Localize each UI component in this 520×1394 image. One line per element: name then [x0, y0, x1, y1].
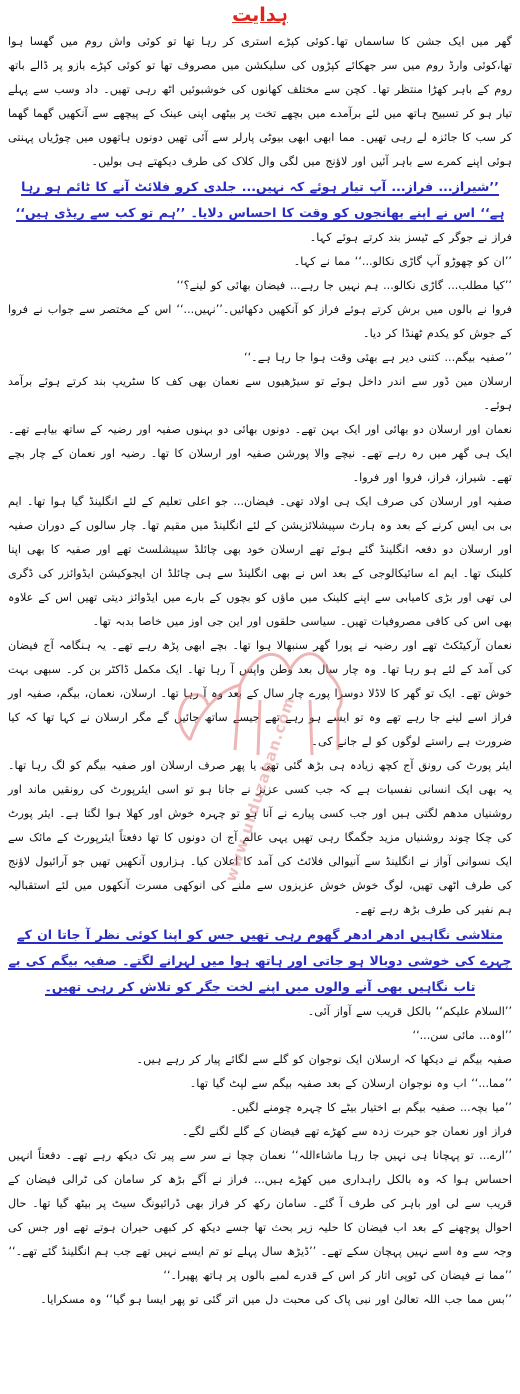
- paragraph-8: ارسلان مین ڈور سے اندر داخل ہوئے تو سیڑھیوں سے نعمان بھی کف کا سٹریپ بند کرتے ہوئے برآمد ہوئے۔: [8, 375, 512, 412]
- highlight-text-1: ’’شیراز... فراز... آپ تیار ہوئے کہ نہیں... جلدی کرو فلائٹ آنے کا ٹائم ہو رہا ہے‘‘ اس نے اپنے بھانجوں کو وقت کا احساس دلایا۔ ’’ہم تو کب سے ریڈی ہیں‘‘: [15, 179, 505, 220]
- paragraph-1: گھر میں ایک جشن کا ساسماں تھا۔کوئی کپڑے استری کر رہا تھا تو کوئی واش روم میں گھسا ہوا تھا،کوئی وارڈ روم میں سر جھکائے کپڑوں کی سلیکشن میں مصروف تھا تو کوئی کپڑے بازو پر ڈالے باتھ روم کے باہر کھڑا منتظر تھا۔ کچن سے مختلف کھانوں کی خوشبوئیں اٹھ رہی تھیں۔ داد وسب سے پہلے تیار ہو کر تسبیح ہاتھ میں لئے برآمدے میں بچھے تخت پر بیٹھی اپنی عینک کے پیچھے سے آنکھیں گھما گھما کر سب کا جائزہ لے رہی تھیں۔ مما ابھی ابھی بیوٹی پارلر سے آئی تھیں دونوں ہاتھوں میں چوڑیاں پہنتی ہوئی اپنے کمرے سے باہر آئیں اور لاؤنج میں لگی وال کلاک کی طرف دیکھتے ہی بولیں۔: [8, 35, 512, 168]
- paragraph-6: فروا نے بالوں میں برش کرتے ہوئے فراز کو آنکھیں دکھائیں۔’’نہیں...‘‘ اس کے مختصر سے جواب نے فروا کے جوش کو یکدم ٹھنڈا کر دیا۔: [8, 303, 512, 340]
- highlight-paragraph-1: [8, 174, 512, 226]
- highlight-paragraph-2: [8, 922, 512, 1000]
- paragraph-19: فراز اور نعمان جو حیرت زدہ سے کھڑے تھے فیضان کے گلے لگنے لگے۔: [181, 1125, 512, 1138]
- paragraph-22: ’’بس مما جب اللہ تعالیٰ اور نبی پاک کی محبت دل میں اتر گئی تو پھر ایسا ہو گیا‘‘ وہ مسکرایا۔: [40, 1293, 512, 1306]
- paragraph-9: نعمان اور ارسلان دو بھائی اور ایک بہن تھے۔ دونوں بھائی دو بہنوں صفیہ اور رضیہ کے ساتھ بیاہے تھے۔ ایک ہی گھر میں رہ رہے تھے۔ نیچے والا پورشن صفیہ اور ارسلان کا تھا۔ رضیہ اور نعمان کے چار بچے تھے۔ شیراز، فراز، فروا اور فروا۔: [8, 423, 512, 484]
- paragraph-10: صفیہ اور ارسلان کی صرف ایک ہی اولاد تھی۔ فیضان... جو اعلی تعلیم کے لئے انگلینڈ گیا ہوا تھا۔ ایم بی بی ایس کرنے کے بعد وہ ہارٹ سپیشلائزیشن کے لئے انگلینڈ میں مقیم تھا۔ چار سالوں کے دوران صفیہ اور ارسلان دو دفعہ انگلینڈ گئے ہوئے تھے ارسلان خود بھی چائلڈ سپیشلسٹ تھے اور صفیہ کا بھی اپنا کلینک تھا۔ ایم اے سائیکالوجی کے بعد اس نے بھی انگلینڈ سے ہی چائلڈ ان ایجوکیشن ایڈوائزر کی ڈگری لی تھی اور بڑی کامیابی سے اپنے کلینک میں ماؤں کو بچوں کے بارے میں ایڈوائز دیتی تھیں اس کے علاوہ بھی اس کی کافی مصروفیات تھیں۔ سیاسی حلقوں اور این جی اوز میں خاصا بدبہ تھا۔: [8, 495, 512, 628]
- paragraph-3: فراز نے جوگر کے ٹیسز بند کرتے ہوئے کہا۔: [309, 231, 512, 244]
- paragraph-18: ’’میا بچہ... صفیہ بیگم بے اختیار بیٹے کا چہرہ چومنے لگیں۔: [230, 1101, 512, 1114]
- paragraph-5: ’’کیا مطلب... گاڑی نکالو... ہم نہیں جا رہے... فیضان بھائی کو لینے؟‘‘: [176, 279, 512, 292]
- paragraph-11: نعمان آرکیٹکٹ تھے اور رضیہ نے پورا گھر سنبھالا ہوا تھا۔ بچے ابھی پڑھ رہے تھے۔ یہ ہنگامہ آج فیضان کی آمد کے لئے ہو رہا تھا۔ وہ چار سال بعد وطن واپس آ رہا تھا۔ ایک مکمل ڈاکٹر بن کر۔ سبھی بہت خوش تھے۔ ایک تو گھر کا لاڈلا دوسرا پورے چار سال کے بعد وہ آ رہا تھا۔ ارسلان، نعمان، بیگم، صفیہ اور فراز اسے لینے جا رہے تھے وہ تو ایسے ہو رہے تھے جیسے ساتھ جائیں گے مگر ارسلان نے کہا تھا کہ کیا ضرورت ہے راستے لوگوں کو لے جانے کی۔: [8, 639, 512, 748]
- paragraph-12: ایئر پورٹ کی رونق آج کچھ زیادہ ہی بڑھ گئی تھی یا پھر صرف ارسلان اور صفیہ بیگم کو لگ رہا تھا۔ یہ بھی ایک انسانی نفسیات ہے کہ جب کسی عزیز نے جانا ہو تو اسی ایئرپورٹ کی رونقیں ماند اور روشنیاں مدھم لگتی ہیں اور جب کسی پیارے نے آنا ہو تو چہرہ خوش اور کھلا ہوا لگتا ہے۔ ایئر پورٹ کی چکا چوند روشنیاں مزید جگمگا رہی تھیں یہی عالم آج ان دونوں کا تھا دفعتاً ایئرپورٹ کے مائک سے ایک نسوانی آواز نے انگلینڈ سے آنیوالی فلائٹ کی آمد کا اعلان کیا۔ ہزاروں آنکھیں تھیں جو آرائیول لاؤنج کی طرف اٹھی تھیں، لوگ خوش خوش عزیزوں سے ملنے کی انوکھی مسرت آنکھوں میں لئے استقبالیہ ہم نفیر کی طرف بڑھ رہے تھے۔: [8, 759, 512, 916]
- paragraph-15: ’’اوہ... مائی سن...‘‘: [412, 1029, 512, 1042]
- paragraph-17: ’’مما...‘‘ اب وہ نوجوان ارسلان کے بعد صفیہ بیگم سے لپٹ گیا تھا۔: [189, 1077, 512, 1090]
- watermark-url: www.urduzaban.com: [221, 694, 299, 884]
- paragraph-4: ’’ان کو چھوڑو آپ گاڑی نکالو...‘‘ مما نے کہا۔: [293, 255, 512, 268]
- highlight-text-2: متلاشی نگاہیں ادھر ادھر گھوم رہی تھیں جس کو اپنا کوئی نظر آ جاتا ان کے چہرے کی خوشی دوبالا ہو جاتی اور ہاتھ ہوا میں لہرانے لگتے۔ صفیہ بیگم کی بے تاب نگاہیں بھی آنے والوں میں اپنے لخت جگر کو تلاش کر رہی تھیں۔: [8, 927, 512, 994]
- paragraph-16: صفیہ بیگم نے دیکھا کہ ارسلان ایک نوجوان کو گلے سے لگائے پیار کر رہے ہیں۔: [136, 1053, 512, 1066]
- paragraph-14: ’’السلام علیکم‘‘ بالکل قریب سے آواز آئی۔: [307, 1005, 512, 1018]
- paragraph-7: ’’صفیہ بیگم... کتنی دیر ہے بھئی وقت ہوا جا رہا ہے۔‘‘: [244, 351, 512, 364]
- paragraph-20: ’’ارے... تو پہچانا ہی نہیں جا رہا ماشاءاللہ‘‘ نعمان چچا نے سر سے پیر تک دیکھ رہے تھے۔ دفعتاً انہیں احساس ہوا کہ وہ بالکل راہداری میں کھڑے ہیں... فراز نے آگے بڑھ کر سامان کی ٹرالی فیضان کے قریب سے لی اور باہر کی طرف آ گئے۔ سامان رکھ کر فراز بھی ڈرائیونگ سیٹ پر بیٹھ گیا تھا۔ حال احوال پوچھنے کے بعد اب فیضان کا حلیہ زیر بحث تھا جسے دیکھ کر کبھی حیران ہوتے تھے اور جس کی وجہ سے وہ اسے نہیں پہچان سکے تھے۔ ’’ڈیڑھ سال پہلے تو تم ایسے نہیں تھے جب ہم انگلینڈ گئے تھے۔‘‘: [8, 1149, 512, 1258]
- article-title: ہدایت: [232, 4, 288, 26]
- paragraph-21: ’’مما نے فیضان کی ٹوپی اتار کر اس کے قدرے لمبے بالوں پر ہاتھ پھیرا۔‘‘: [163, 1269, 512, 1282]
